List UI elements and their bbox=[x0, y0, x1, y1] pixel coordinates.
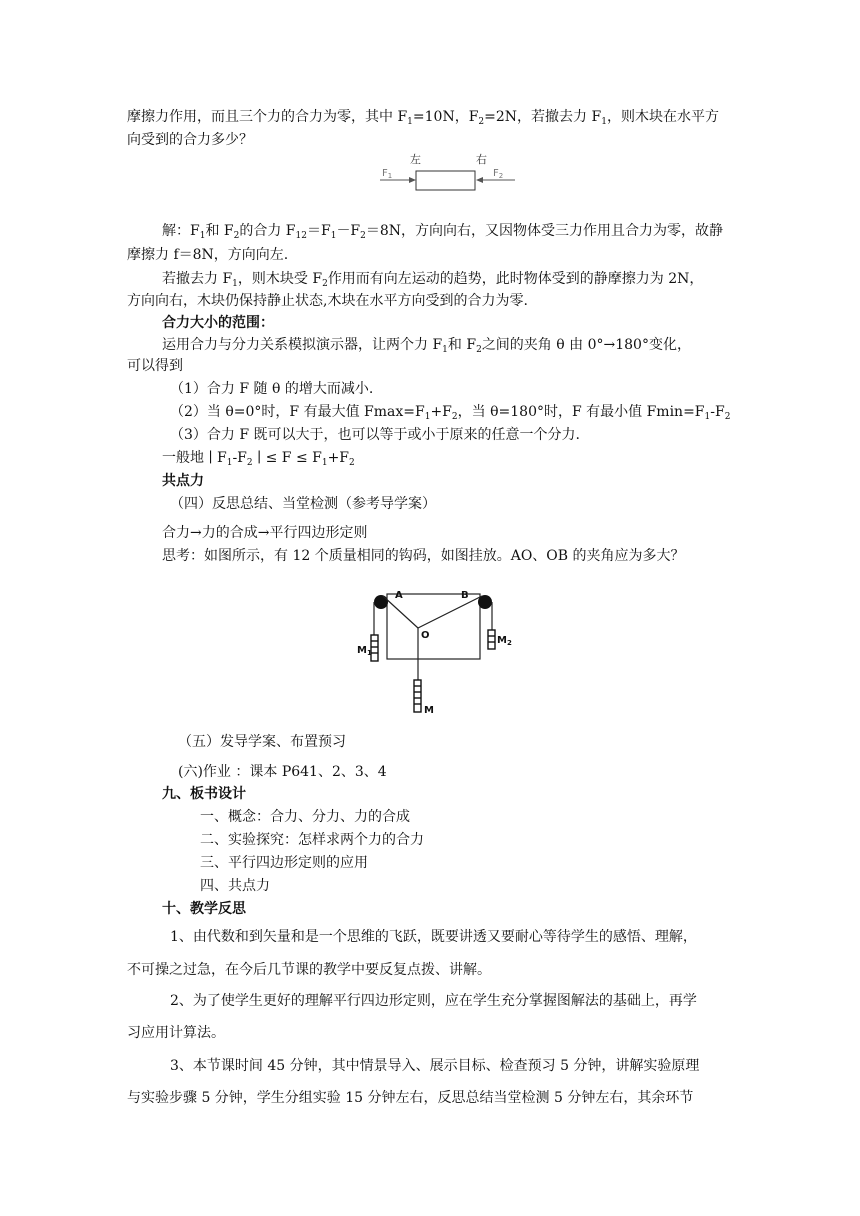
reflect-1a: 1、由代数和到矢量和是一个思维的飞跃，既要讲透又要耐心等待学生的感悟、理解， bbox=[170, 929, 697, 945]
board-item-3: 三、平行四边形定则的应用 bbox=[200, 855, 368, 871]
reflect-3a: 3、本节课时间 45 分钟，其中情景导入、展示目标、检查预习 5 分钟，讲解实验原理 bbox=[170, 1058, 700, 1074]
concurrent-force-heading: 共点力 bbox=[162, 473, 204, 489]
weights-m2 bbox=[488, 630, 495, 649]
range-heading: 合力大小的范围： bbox=[162, 315, 274, 331]
pulley-weights-diagram bbox=[355, 580, 520, 720]
range-line-2: 可以得到 bbox=[127, 358, 183, 374]
f2-label: $F_2$ bbox=[493, 168, 504, 180]
range-item-3: （3）合力 F 既可以大于，也可以等于或小于原来的任意一个分力. bbox=[170, 427, 580, 443]
block-force-diagram bbox=[375, 150, 525, 200]
label-o: O bbox=[421, 630, 430, 641]
weights-m bbox=[414, 680, 421, 712]
section-4: （四）反思总结、当堂检测（参考导学案） bbox=[170, 496, 436, 512]
f2-arrowhead bbox=[476, 177, 483, 183]
label-m1: $M_1$ bbox=[357, 645, 372, 657]
reflect-2b: 习应用计算法。 bbox=[127, 1025, 225, 1041]
board-item-4: 四、共点力 bbox=[200, 878, 270, 894]
general-inequality: 一般地 ∣ $F_1-F_2$ ∣ ≤ $F \le F_1+F_2$ bbox=[162, 450, 355, 468]
reflect-3b: 与实验步骤 5 分钟，学生分组实验 15 分钟左右，反思总结当堂检测 5 分钟左右，其余环节 bbox=[127, 1090, 694, 1106]
reflect-heading: 十、教学反思 bbox=[162, 901, 246, 917]
section-5: （五）发导学案、布置预习 bbox=[178, 734, 346, 750]
solution-line-1: 解：$F_1$和 $F_2$的合力 $F_{12}=F_1-F_2=8N$，方向向右，又因物体受三力作用且合力为零，故静 bbox=[162, 223, 724, 241]
reflect-1b: 不可操之过急，在今后几节课的教学中要反复点拨、讲解。 bbox=[127, 962, 491, 978]
label-a: A bbox=[395, 590, 403, 601]
right-label: 右 bbox=[476, 153, 487, 166]
f1-label: $F_1$ bbox=[382, 168, 393, 180]
board-heading: 九、板书设计 bbox=[162, 786, 246, 802]
left-label: 左 bbox=[410, 153, 421, 166]
wood-block bbox=[416, 171, 475, 190]
think-question: 思考：如图所示，有 12 个质量相同的钩码，如图挂放。AO、OB 的夹角应为多大？ bbox=[162, 548, 685, 564]
label-m2: $M_2$ bbox=[497, 635, 512, 647]
range-item-2: （2）当 θ=0°时，F 有最大值 $Fmax=F_1+F_2$，当 θ=180°时，F 有最小值 $Fmin=F_1-F_2$ bbox=[170, 404, 731, 422]
solution-line-3: 若撤去力 $F_1$，则木块受 $F_2$作用而有向左运动的趋势，此时物体受到的静摩擦力为 2N， bbox=[162, 271, 704, 289]
range-item-1: （1）合力 F 随 θ 的增大而减小. bbox=[170, 381, 374, 397]
f1-arrowhead bbox=[409, 177, 416, 183]
solution-line-2: 摩擦力 f＝8N，方向向左. bbox=[127, 247, 289, 263]
concept-chain: 合力→力的合成→平行四边形定则 bbox=[162, 525, 368, 541]
section-6: (六)作业 ：课本 P641、2、3、4 bbox=[178, 764, 387, 780]
label-b: B bbox=[461, 590, 469, 601]
rope-ob bbox=[418, 596, 482, 628]
pulley-left bbox=[374, 595, 388, 609]
problem-line-1: 摩擦力作用，而且三个力的合力为零，其中 $F_1=10N$，$F_2=2N$，若撤去力 $F_1$，则木块在水平方 bbox=[127, 109, 719, 127]
solution-line-4: 方向向右，木块仍保持静止状态,木块在水平方向受到的合力为零. bbox=[127, 293, 528, 309]
label-m: M bbox=[424, 705, 434, 716]
range-line-1: 运用合力与分力关系模拟演示器，让两个力 $F_1$和 $F_2$之间的夹角 θ 由 0°→180°变化， bbox=[162, 337, 691, 355]
board-item-1: 一、概念：合力、分力、力的合成 bbox=[200, 809, 410, 825]
problem-line-2: 向受到的合力多少？ bbox=[127, 132, 253, 148]
reflect-2a: 2、为了使学生更好的理解平行四边形定则，应在学生充分掌握图解法的基础上，再学 bbox=[170, 993, 697, 1009]
board-item-2: 二、实验探究：怎样求两个力的合力 bbox=[200, 832, 424, 848]
weights-m1 bbox=[371, 635, 378, 661]
